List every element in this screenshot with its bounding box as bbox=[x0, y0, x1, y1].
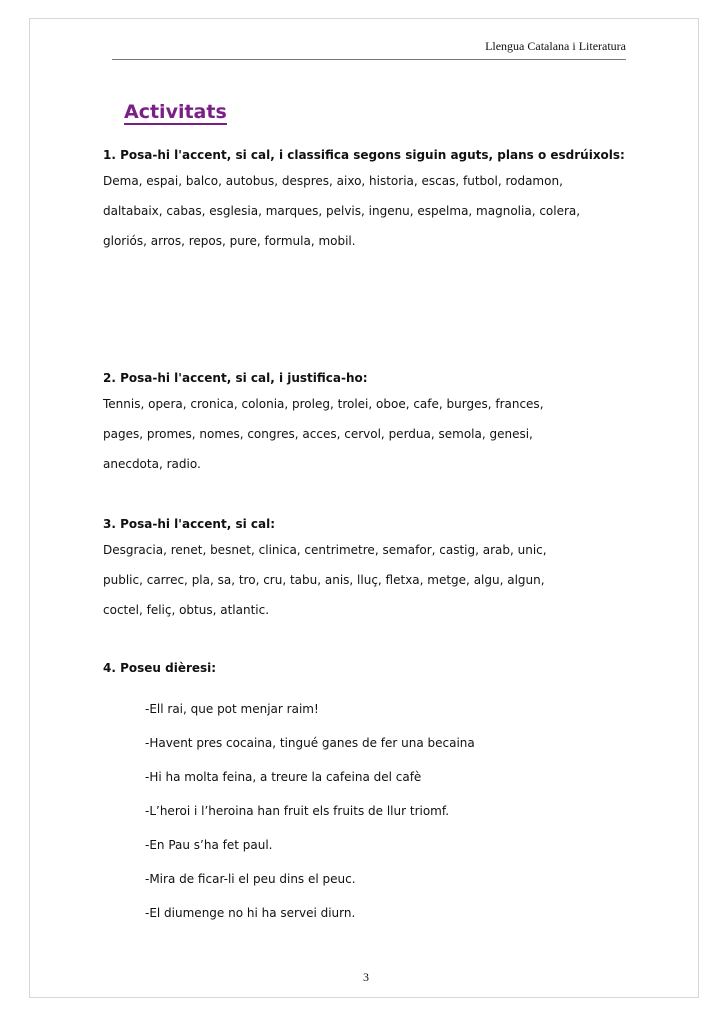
exercise-3-line: public, carrec, pla, sa, tro, cru, tabu, anis, lluç, fletxa, metge, algu, algun, bbox=[103, 573, 545, 587]
exercise-4-item: -L’heroi i l’heroina han fruit els fruits de llur triomf. bbox=[145, 804, 450, 818]
exercise-1-line: gloriós, arros, repos, pure, formula, mobil. bbox=[103, 234, 356, 248]
exercise-2 bbox=[103, 368, 643, 475]
exercise-4-item: -Mira de ficar-li el peu dins el peuc. bbox=[145, 872, 356, 886]
exercise-1-line: daltabaix, cabas, esglesia, marques, pelvis, ingenu, espelma, magnolia, colera, bbox=[103, 204, 581, 218]
exercise-2-line: Tennis, opera, cronica, colonia, proleg, trolei, oboe, cafe, burges, frances, bbox=[103, 397, 544, 411]
exercise-4-list bbox=[145, 699, 645, 937]
exercise-4-item: -Hi ha molta feina, a treure la cafeina del cafè bbox=[145, 770, 422, 784]
exercise-1-heading: 1. Posa-hi l'accent, si cal, i classifica segons siguin aguts, plans o esdrúixols: bbox=[103, 148, 625, 162]
exercise-4-item: -Ell rai, que pot menjar raim! bbox=[145, 702, 319, 716]
document-header: Llengua Catalana i Literatura bbox=[485, 39, 626, 53]
header-rule bbox=[112, 59, 626, 60]
exercise-3-heading: 3. Posa-hi l'accent, si cal: bbox=[103, 517, 276, 531]
exercise-2-heading: 2. Posa-hi l'accent, si cal, i justifica-ho: bbox=[103, 371, 368, 385]
exercise-4-item: -El diumenge no hi ha servei diurn. bbox=[145, 906, 356, 920]
page-title: Activitats bbox=[124, 101, 227, 123]
exercise-1-line: Dema, espai, balco, autobus, despres, aixo, historia, escas, futbol, rodamon, bbox=[103, 174, 563, 188]
exercise-3-line: Desgracia, renet, besnet, clinica, centrimetre, semafor, castig, arab, unic, bbox=[103, 543, 547, 557]
page-number: 3 bbox=[363, 970, 369, 984]
exercise-4 bbox=[103, 658, 643, 679]
exercise-3 bbox=[103, 514, 643, 621]
exercise-2-line: anecdota, radio. bbox=[103, 457, 201, 471]
exercise-2-line: pages, promes, nomes, congres, acces, cervol, perdua, semola, genesi, bbox=[103, 427, 533, 441]
exercise-4-item: -En Pau s’ha fet paul. bbox=[145, 838, 273, 852]
exercise-3-line: coctel, feliç, obtus, atlantic. bbox=[103, 603, 270, 617]
exercise-4-heading: 4. Poseu dièresi: bbox=[103, 661, 217, 675]
exercise-1 bbox=[103, 145, 643, 252]
exercise-4-item: -Havent pres cocaina, tingué ganes de fer una becaina bbox=[145, 736, 475, 750]
